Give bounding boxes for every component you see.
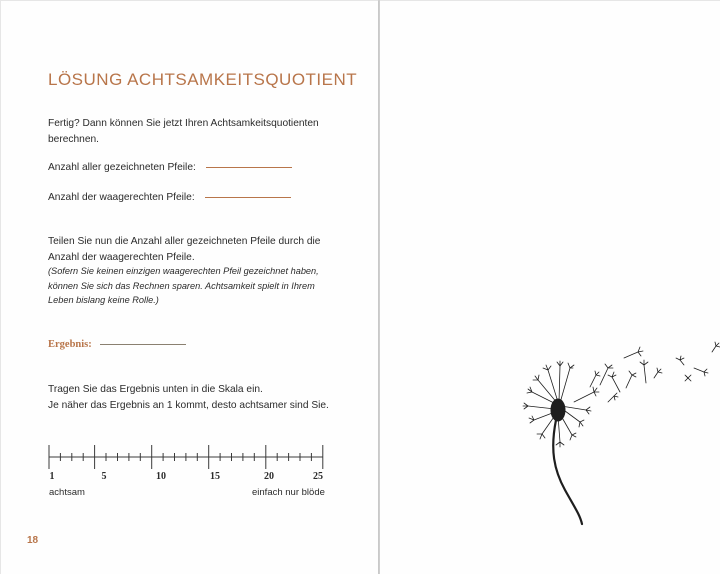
field-horizontal-arrows (48, 190, 291, 206)
intro-line-1: Fertig? Dann können Sie jetzt Ihren Achtsamkeitsquotienten (48, 118, 319, 129)
scale-caption-left: achtsam (49, 487, 85, 498)
result-field (48, 337, 186, 353)
dandelion-illustration (520, 330, 720, 535)
note-line-2: können Sie sich das Rechnen sparen. Achtsamkeit spielt in Ihrem (48, 280, 315, 291)
scale-label-25: 25 (313, 471, 323, 482)
scale-label-10: 10 (156, 471, 166, 482)
divide-instruction (48, 234, 320, 265)
note-text (48, 264, 322, 308)
intro-line-2: berechnen. (48, 133, 99, 145)
divide-line-2: Anzahl der waagerechten Pfeile. (48, 251, 195, 263)
scale-label-15: 15 (210, 471, 220, 482)
scale-instruction-line-2: Je näher das Ergebnis an 1 kommt, desto achtsamer sind Sie. (48, 399, 329, 411)
scale-instruction-line-1: Tragen Sie das Ergebnis unten in die Skala ein. (48, 384, 263, 395)
scale-label-20: 20 (264, 471, 274, 482)
scale-instruction (48, 382, 329, 413)
dandelion-icon (520, 330, 720, 530)
scale-label-1: 1 (49, 471, 55, 482)
page-number: 18 (27, 535, 39, 546)
note-line-1: (Sofern Sie keinen einzigen waagerechten Pfeil gezeichnet haben, (48, 266, 319, 276)
intro-text (48, 116, 319, 147)
scale-caption-right: einfach nur blöde (252, 487, 325, 498)
field-all-arrows-label: Anzahl aller gezeichneten Pfeile: (48, 162, 196, 173)
fill-in-line-all-arrows[interactable] (206, 166, 292, 168)
divide-line-1: Teilen Sie nun die Anzahl aller gezeichneten Pfeile durch die (48, 236, 321, 247)
note-line-3: Leben bislang keine Rolle.) (48, 295, 159, 305)
fill-in-line-horizontal-arrows[interactable] (205, 196, 291, 198)
scale-label-5: 5 (101, 471, 107, 482)
mindfulness-scale[interactable] (48, 443, 324, 473)
field-horizontal-arrows-label: Anzahl der waagerechten Pfeile: (48, 192, 195, 203)
result-label: Ergebnis: (48, 339, 92, 350)
field-all-arrows (48, 160, 292, 176)
fill-in-line-result[interactable] (100, 344, 186, 345)
page-title: LÖSUNG ACHTSAMKEITSQUOTIENT (48, 70, 358, 89)
scale-ruler (48, 443, 324, 473)
